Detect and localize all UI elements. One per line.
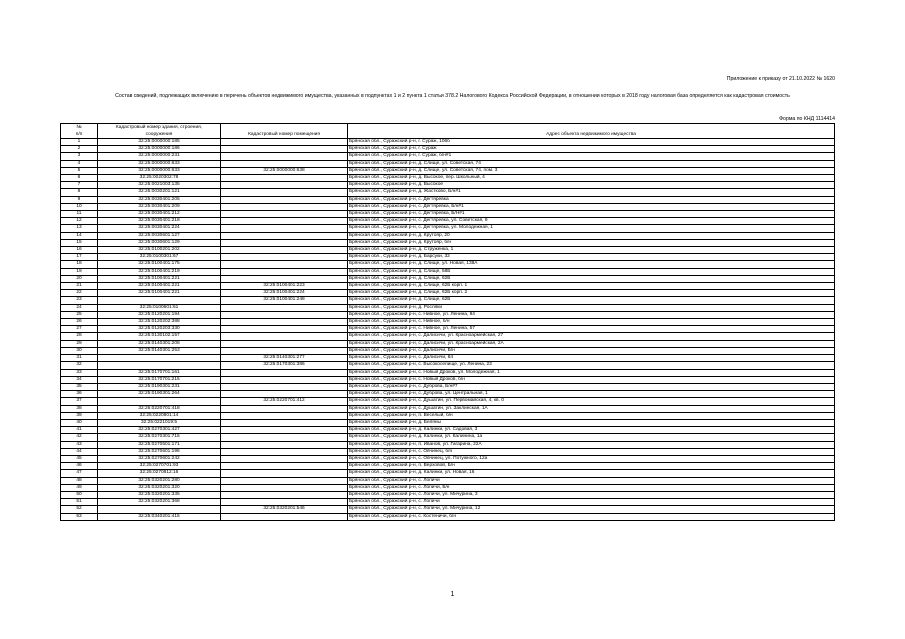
building-cadastral-number: 32:25:0140301:208 [98, 340, 221, 347]
building-cadastral-number: 32:25:0030401:212 [98, 211, 221, 218]
row-number: 9 [61, 196, 98, 203]
room-cadastral-number: 32:25:0100401:223 [221, 283, 348, 290]
building-cadastral-number: 32:25:0100401:221 [98, 275, 221, 282]
table-row [61, 405, 835, 412]
table-row [61, 470, 835, 477]
building-cadastral-number: 32:25:0100401:175 [98, 261, 221, 268]
row-number: 42 [61, 434, 98, 441]
building-cadastral-number: 32:25:0100401:221 [98, 283, 221, 290]
room-cadastral-number [221, 391, 348, 398]
property-address: Брянская обл., Суражский р-н, с. Дуброва, Б/н#7 [348, 383, 835, 390]
table-row [61, 362, 835, 369]
property-address: Брянская обл., Суражский р-н, п. Верховой, Б/н [348, 463, 835, 470]
building-cadastral-number: 32:25:0030401:205 [98, 196, 221, 203]
table-row [61, 254, 835, 261]
building-cadastral-number: 32:25:0190301:231 [98, 383, 221, 390]
document-title: Состав сведений, подлежащих включению в перечень объектов недвижимого имущества, указанных в подпунктах 1 и 2 пункта 1 статьи 378.2 Налогового Кодекса Российской Федерации, в отношении которых в 2018 году налоговая база определяется как кадастровая стоимость [115, 93, 790, 99]
room-cadastral-number [221, 427, 348, 434]
row-number: 12 [61, 218, 98, 225]
table-row [61, 232, 835, 239]
table-header-row [61, 124, 835, 139]
property-address: Брянская обл., Суражский р-н, с. Костеничи, б/н [348, 513, 835, 520]
building-cadastral-number: 32:25:0030201:121 [98, 189, 221, 196]
property-address: Брянская обл., Суражский р-н, с. Дегтяревка, Б/н#1 [348, 203, 835, 210]
table-row [61, 477, 835, 484]
building-cadastral-number [98, 355, 221, 362]
room-cadastral-number [221, 304, 348, 311]
room-cadastral-number [221, 347, 348, 354]
building-cadastral-number: 32:25:0220701:418 [98, 405, 221, 412]
table-row [61, 182, 835, 189]
header-number-line1: № [76, 125, 82, 130]
room-cadastral-number [221, 268, 348, 275]
property-address: Брянская обл., Суражский р-н, д. Слище, ул. Советская, 74, пом. 3 [348, 167, 835, 174]
room-cadastral-number [221, 340, 348, 347]
table-row [61, 484, 835, 491]
room-cadastral-number [221, 319, 348, 326]
row-number: 37 [61, 398, 98, 405]
building-cadastral-number: 32:25:0000000:633 [98, 160, 221, 167]
building-cadastral-number: 32:25:0100301:67 [98, 254, 221, 261]
table-row [61, 153, 835, 160]
property-address: Брянская обл., Суражский р-н, д. Слище, 58Б [348, 268, 835, 275]
property-address: Брянская обл., Суражский р-н, с. Дуброва, ул. Центральная, 1 [348, 391, 835, 398]
table-row [61, 513, 835, 520]
appendix-note: Приложение к приказу от 21.10.2022 № 1620 [726, 76, 835, 82]
building-cadastral-number: 32:25:0000000:231 [98, 153, 221, 160]
row-number: 46 [61, 463, 98, 470]
room-cadastral-number: 32:25:0170301:386 [221, 362, 348, 369]
building-cadastral-number: 32:25:0170701:215 [98, 376, 221, 383]
row-number: 18 [61, 261, 98, 268]
room-cadastral-number [221, 448, 348, 455]
table-row [61, 311, 835, 318]
room-cadastral-number [221, 232, 348, 239]
room-cadastral-number: 32:25:0140301:277 [221, 355, 348, 362]
property-address: Брянская обл., Суражский р-н, с. Дегтяревка, ул. Молодежная, 1 [348, 225, 835, 232]
table-row [61, 175, 835, 182]
table-row [61, 247, 835, 254]
property-address: Брянская обл., Суражский р-н, с. Лопичи, ул. Мичурина, 3 [348, 491, 835, 498]
property-address: Брянская обл., Суражский р-н, д. Слище, 62Б корп. 2 [348, 290, 835, 297]
building-cadastral-number: 32:25:0270701:93 [98, 463, 221, 470]
row-number: 7 [61, 182, 98, 189]
building-cadastral-number: 32:25:0140301:253 [98, 347, 221, 354]
table-row [61, 239, 835, 246]
property-address: Брянская обл., Суражский р-н, д. Слище, 62Б [348, 275, 835, 282]
room-cadastral-number: 32:25:0100401:224 [221, 290, 348, 297]
table-row [61, 283, 835, 290]
property-address: Брянская обл., Суражский р-н, д. Слище, ул. Советская, 74 [348, 160, 835, 167]
row-number: 43 [61, 441, 98, 448]
table-row [61, 297, 835, 304]
row-number: 52 [61, 506, 98, 513]
table-row [61, 333, 835, 340]
building-cadastral-number: 32:25:0320201:280 [98, 477, 221, 484]
room-cadastral-number [221, 160, 348, 167]
building-cadastral-number: 32:25:0100601:61 [98, 304, 221, 311]
table-row [61, 319, 835, 326]
property-address: Брянская обл., Суражский р-н, д. Калинки, ул. Новая, 16 [348, 470, 835, 477]
header-number-line2: п/п [75, 132, 83, 137]
property-address: Брянская обл., Суражский р-н, д. Барсуки, 32 [348, 254, 835, 261]
building-cadastral-number: 32:25:0220801:14 [98, 412, 221, 419]
row-number: 29 [61, 340, 98, 347]
table-row [61, 398, 835, 405]
property-address: Брянская обл., Суражский р-н, п. Веселый, б/н [348, 412, 835, 419]
row-number: 24 [61, 304, 98, 311]
building-cadastral-number: 32:25:0270301:715 [98, 434, 221, 441]
property-address: Брянская обл., Суражский р-н, с. Дегтяревка [348, 196, 835, 203]
table-row [61, 167, 835, 174]
room-cadastral-number [221, 470, 348, 477]
row-number: 17 [61, 254, 98, 261]
row-number: 8 [61, 189, 98, 196]
row-number: 39 [61, 412, 98, 419]
room-cadastral-number [221, 218, 348, 225]
room-cadastral-number [221, 405, 348, 412]
room-cadastral-number [221, 189, 348, 196]
row-number: 45 [61, 455, 98, 462]
building-cadastral-number [98, 506, 221, 513]
property-address: Брянская обл., Суражский р-н, с. Нивное, ул. Ленина, 57 [348, 326, 835, 333]
table-row [61, 304, 835, 311]
property-address: Брянская обл., Суражский р-н, д. Калинки, ул. Калинина, 1а [348, 434, 835, 441]
property-address: Брянская обл., Суражский р-н, с. Новый Дроков, ул. Молодежная, 1 [348, 369, 835, 376]
table-row [61, 218, 835, 225]
property-address: Брянская обл., Суражский р-н, д. Слище, 62Б корп. 1 [348, 283, 835, 290]
room-cadastral-number [221, 369, 348, 376]
building-cadastral-number [98, 398, 221, 405]
property-address: Брянская обл., Суражский р-н, с. Дегтяревка, Б/Н#1 [348, 211, 835, 218]
room-cadastral-number [221, 182, 348, 189]
table-row [61, 275, 835, 282]
building-cadastral-number: 32:25:0320201:368 [98, 499, 221, 506]
building-cadastral-number: 32:25:0270601:196 [98, 448, 221, 455]
building-cadastral-number: 32:25:0320201:335 [98, 491, 221, 498]
property-address: Брянская обл., Суражский р-н, с. Душатин, ул. Первомайская, 4, кв. 0 [348, 398, 835, 405]
building-cadastral-number: 32:25:0340201:415 [98, 513, 221, 520]
page-number: 1 [450, 591, 455, 598]
room-cadastral-number [221, 419, 348, 426]
property-address: Брянская обл., Суражский р-н, д. Высокое, пер. Школьный, 4 [348, 175, 835, 182]
building-cadastral-number: 32:25:0270301:427 [98, 427, 221, 434]
building-cadastral-number: 32:25:0030601:129 [98, 239, 221, 246]
table-row [61, 326, 835, 333]
property-address: Брянская обл., Суражский р-н, с. Нивное, ул. Ленина, 94 [348, 311, 835, 318]
property-address: Брянская обл., Суражский р-н, с. Далисичи, ул. Красноармейская, 2А [348, 340, 835, 347]
building-cadastral-number: 32:25:0100401:219 [98, 268, 221, 275]
row-number: 3 [61, 153, 98, 160]
row-number: 31 [61, 355, 98, 362]
property-address: Брянская обл., Суражский р-н, д. Струженка, 1 [348, 247, 835, 254]
building-cadastral-number: 32:25:0190301:264 [98, 391, 221, 398]
table-row [61, 463, 835, 470]
building-cadastral-number: 32:25:0000000:633 [98, 167, 221, 174]
room-cadastral-number [221, 153, 348, 160]
row-number: 26 [61, 319, 98, 326]
table-row [61, 261, 835, 268]
row-number: 49 [61, 484, 98, 491]
room-cadastral-number [221, 203, 348, 210]
row-number: 13 [61, 225, 98, 232]
row-number: 32 [61, 362, 98, 369]
table-row [61, 455, 835, 462]
row-number: 34 [61, 376, 98, 383]
building-cadastral-number: 32:25:0221019:5 [98, 419, 221, 426]
building-cadastral-number: 32:25:0270501:171 [98, 441, 221, 448]
row-number: 40 [61, 419, 98, 426]
table-row [61, 189, 835, 196]
row-number: 30 [61, 347, 98, 354]
room-cadastral-number [221, 146, 348, 153]
property-address: Брянская обл., Суражский р-н, д. Калинки, ул. Садовая, 3 [348, 427, 835, 434]
table-body [61, 139, 835, 521]
row-number: 5 [61, 167, 98, 174]
header-building-cadastral [98, 124, 221, 139]
room-cadastral-number [221, 326, 348, 333]
property-address: Брянская обл., Суражский р-н, с. Лопичи [348, 499, 835, 506]
table-row [61, 139, 835, 146]
table-row [61, 268, 835, 275]
table-row [61, 376, 835, 383]
row-number: 2 [61, 146, 98, 153]
property-address: Брянская обл., Суражский р-н, с. Нивное, б/н [348, 319, 835, 326]
table-row [61, 340, 835, 347]
table-row [61, 448, 835, 455]
property-address: Брянская обл., Суражский р-н, д. Жастково, Б/н#1 [348, 189, 835, 196]
property-address: Брянская обл., Суражский р-н, с. Лопичи, Б/н [348, 484, 835, 491]
building-cadastral-number: 32:25:0030401:209 [98, 203, 221, 210]
room-cadastral-number: 32:25:0220701:412 [221, 398, 348, 405]
property-address: Брянская обл., Суражский р-н, с. Лопичи, ул. Мичурина, 12 [348, 506, 835, 513]
room-cadastral-number [221, 434, 348, 441]
building-cadastral-number: 32:25:0270812:16 [98, 470, 221, 477]
building-cadastral-number: 32:25:0320201:320 [98, 484, 221, 491]
row-number: 14 [61, 232, 98, 239]
property-address: Брянская обл., Суражский р-н, с. Лопичи [348, 477, 835, 484]
room-cadastral-number [221, 254, 348, 261]
property-address: Брянская обл., Суражский р-н, д. Высокое [348, 182, 835, 189]
building-cadastral-number: 32:25:0030401:218 [98, 218, 221, 225]
row-number: 28 [61, 333, 98, 340]
table-row [61, 419, 835, 426]
table-row [61, 412, 835, 419]
building-cadastral-number: 32:25:0100201:202 [98, 247, 221, 254]
room-cadastral-number [221, 484, 348, 491]
row-number: 35 [61, 383, 98, 390]
row-number: 10 [61, 203, 98, 210]
room-cadastral-number [221, 196, 348, 203]
property-address: Брянская обл., Суражский р-н, с. Дегтяревка, ул. Советская, 9 [348, 218, 835, 225]
property-address: Брянская обл., Суражский р-н, д. Беляны [348, 419, 835, 426]
building-cadastral-number: 32:25:0000000:186 [98, 146, 221, 153]
building-cadastral-number: 32:25:0020302:78 [98, 175, 221, 182]
room-cadastral-number [221, 441, 348, 448]
row-number: 4 [61, 160, 98, 167]
table-row [61, 225, 835, 232]
room-cadastral-number [221, 247, 348, 254]
table-row [61, 491, 835, 498]
property-address: Брянская обл., Суражский р-н, с. Душатин, ул. Заклинская, 1А [348, 405, 835, 412]
table-row [61, 211, 835, 218]
row-number: 11 [61, 211, 98, 218]
building-cadastral-number: 32:25:0021003:135 [98, 182, 221, 189]
table-row [61, 427, 835, 434]
building-cadastral-number: 32:25:0000000:185 [98, 139, 221, 146]
row-number: 25 [61, 311, 98, 318]
form-code: Форма по КНД 1114414 [779, 116, 835, 122]
row-number: 1 [61, 139, 98, 146]
row-number: 41 [61, 427, 98, 434]
row-number: 36 [61, 391, 98, 398]
table-row [61, 506, 835, 513]
property-address: Брянская обл., Суражский р-н, д. Росляки [348, 304, 835, 311]
room-cadastral-number [221, 333, 348, 340]
table-row [61, 434, 835, 441]
building-cadastral-number: 32:25:0170701:161 [98, 369, 221, 376]
property-address: Брянская обл., Суражский р-н, д. Слище, 62Б [348, 297, 835, 304]
room-cadastral-number [221, 139, 348, 146]
room-cadastral-number [221, 491, 348, 498]
building-cadastral-number: 32:25:0120203:330 [98, 326, 221, 333]
property-address: Брянская обл., Суражский р-н, д. Крутояр, 20 [348, 232, 835, 239]
room-cadastral-number [221, 455, 348, 462]
property-address: Брянская обл., Суражский р-н, с. Высокоселище, ул. Ленина, 23 [348, 362, 835, 369]
header-address: Адрес объекта недвижимого имущества [348, 124, 835, 139]
property-address: Брянская обл., Суражский р-н, п. Иванов, ул. Гагарина, 22А [348, 441, 835, 448]
table-row [61, 441, 835, 448]
room-cadastral-number: 32:25:0320201:546 [221, 506, 348, 513]
row-number: 33 [61, 369, 98, 376]
table-row [61, 146, 835, 153]
table-row [61, 196, 835, 203]
building-cadastral-number: 32:25:0120201:194 [98, 311, 221, 318]
property-address: Брянская обл., Суражский р-н, с. Далисичи, Б/н [348, 347, 835, 354]
room-cadastral-number [221, 239, 348, 246]
header-number [61, 124, 98, 139]
row-number: 21 [61, 283, 98, 290]
building-cadastral-number: 32:25:0130102:157 [98, 333, 221, 340]
room-cadastral-number [221, 211, 348, 218]
table-row [61, 290, 835, 297]
row-number: 48 [61, 477, 98, 484]
table-row [61, 391, 835, 398]
header-room-cadastral: Кадастровый номер помещения [221, 124, 348, 139]
building-cadastral-number: 32:25:0120202:388 [98, 319, 221, 326]
room-cadastral-number [221, 261, 348, 268]
room-cadastral-number [221, 412, 348, 419]
row-number: 20 [61, 275, 98, 282]
property-address: Брянская обл., Суражский р-н, с. Овчинец, б/н [348, 448, 835, 455]
row-number: 19 [61, 268, 98, 275]
table-row [61, 499, 835, 506]
table-row [61, 355, 835, 362]
room-cadastral-number [221, 376, 348, 383]
property-table [60, 123, 835, 521]
row-number: 44 [61, 448, 98, 455]
property-address: Брянская обл., Суражский р-н, с. Новый Дроков, б/н [348, 376, 835, 383]
property-address: Брянская обл., Суражский р-н, г. Сураж, б/н#1 [348, 153, 835, 160]
row-number: 15 [61, 239, 98, 246]
room-cadastral-number [221, 499, 348, 506]
row-number: 23 [61, 297, 98, 304]
room-cadastral-number [221, 175, 348, 182]
room-cadastral-number: 32:25:0100401:248 [221, 297, 348, 304]
building-cadastral-number: 32:25:0030601:127 [98, 232, 221, 239]
building-cadastral-number: 32:25:0030401:224 [98, 225, 221, 232]
row-number: 22 [61, 290, 98, 297]
building-cadastral-number [98, 362, 221, 369]
row-number: 53 [61, 513, 98, 520]
room-cadastral-number: 32:25:0000000:638 [221, 167, 348, 174]
property-address: Брянская обл., Суражский р-н, с. Далисичи, ул. Красноармейская, 27 [348, 333, 835, 340]
header-building-line2: сооружения [145, 132, 173, 137]
room-cadastral-number [221, 513, 348, 520]
building-cadastral-number: 32:25:0100401:221 [98, 290, 221, 297]
table-row [61, 347, 835, 354]
building-cadastral-number [98, 297, 221, 304]
property-address: Брянская обл., Суражский р-н, г. Сураж [348, 146, 835, 153]
room-cadastral-number [221, 463, 348, 470]
property-address: Брянская обл., Суражский р-н, г. Сураж, 106б [348, 139, 835, 146]
table-row [61, 369, 835, 376]
building-cadastral-number: 32:25:0270601:242 [98, 455, 221, 462]
room-cadastral-number [221, 275, 348, 282]
table-row [61, 160, 835, 167]
table-row [61, 383, 835, 390]
room-cadastral-number [221, 225, 348, 232]
table-row [61, 203, 835, 210]
row-number: 6 [61, 175, 98, 182]
row-number: 16 [61, 247, 98, 254]
property-address: Брянская обл., Суражский р-н, с. Овчинец, ул. Потужного, 12а [348, 455, 835, 462]
property-address: Брянская обл., Суражский р-н, д. Слище, ул. Новая, 138А [348, 261, 835, 268]
row-number: 38 [61, 405, 98, 412]
room-cadastral-number [221, 383, 348, 390]
row-number: 51 [61, 499, 98, 506]
property-address: Брянская обл., Суражский р-н, д. Крутояр, б/н [348, 239, 835, 246]
room-cadastral-number [221, 311, 348, 318]
row-number: 27 [61, 326, 98, 333]
room-cadastral-number [221, 477, 348, 484]
header-building-line1: Кадастровый номер здания, строения, [115, 125, 203, 130]
row-number: 50 [61, 491, 98, 498]
property-address: Брянская обл., Суражский р-н, с. Далисичи, 64 [348, 355, 835, 362]
row-number: 47 [61, 470, 98, 477]
